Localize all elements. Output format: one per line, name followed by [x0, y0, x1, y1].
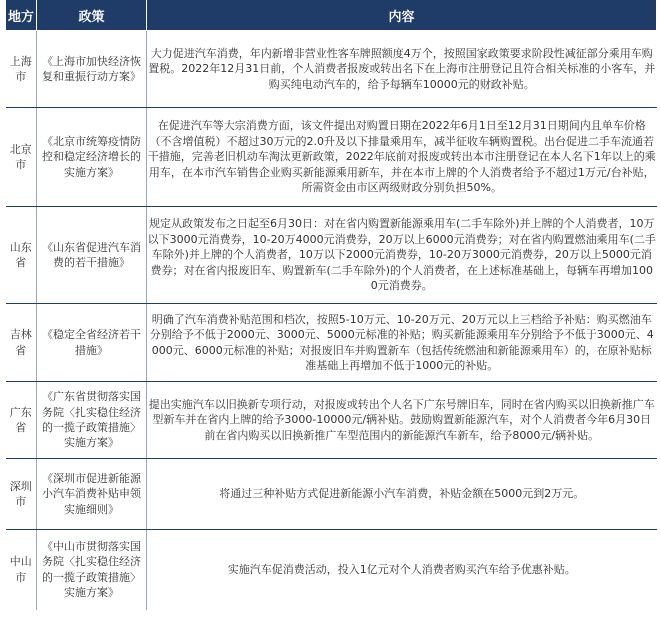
policy-cell: 《稳定全省经济若干措施》 — [37, 304, 147, 382]
table-row — [6, 108, 657, 207]
policy-table — [5, 0, 657, 610]
region-cell: 吉林省 — [6, 304, 37, 382]
content-cell: 实施汽车促消费活动，投入1亿元对个人消费者购买汽车给予优惠补贴。 — [227, 563, 576, 577]
policy-cell: 《广东省贯彻落实国务院〈扎实稳住经济的一揽子政策措施〉实施方案》 — [37, 382, 147, 459]
table-row — [6, 207, 657, 304]
header-region: 地方 — [6, 0, 37, 31]
region-cell: 深圳市 — [6, 459, 37, 530]
policy-cell: 《山东省促进汽车消费的若干措施》 — [37, 207, 147, 304]
table-row — [6, 304, 657, 382]
table-row — [6, 382, 657, 459]
region-cell: 山东省 — [6, 207, 37, 304]
content-cell: 将通过三种补贴方式促进新能源小汽车消费，补贴金额在5000元到2万元。 — [147, 459, 657, 530]
header-content: 内容 — [147, 0, 657, 31]
region-cell: 中山市 — [9, 555, 32, 584]
policy-cell: 《上海市加快经济恢复和重振行动方案》 — [37, 31, 147, 108]
policy-cell: 《中山市贯彻落实国务院〈扎实稳住经济的一揽子政策措施〉实施方案》 — [37, 530, 147, 610]
content-cell: 规定从政策发布之日起至6月30日：对在省内购置新能源乘用车(二手车除外)并上牌的个人消费者，10万以下3000元消费券，10-20万4000元消费券，20万以上6000元消费券；对在省内购置燃油乘用车(二手车除外)并上牌的个人消费者，10万以下2000元消费券，10-20万3000元消费券，20万以上5000元消费券；对在省内报废旧车、购置新车(二手车除外)的个人消费者，在上述标准基础上，每辆车再增加1000元消费券。 — [147, 207, 657, 304]
table-header-row — [6, 0, 657, 31]
region-cell: 广东省 — [6, 382, 37, 459]
policy-cell: 《深圳市促进新能源小汽车消费补贴申领实施细则》 — [37, 459, 147, 530]
table-row — [6, 31, 657, 108]
policy-cell: 《北京市统筹疫情防控和稳定经济增长的实施方案》 — [37, 108, 147, 207]
content-cell: 提出实施汽车以旧换新专项行动，对报废或转出个人名下广东号牌旧车，同时在省内购买以旧换新推广车型新车并在省内上牌的给予3000-10000元/辆补贴。鼓励购置新能源汽车，对个人消费者今年6月30日前在省内购买以旧换新推广车型范围内的新能源汽车新车，给予8000元/辆补贴。 — [147, 382, 657, 459]
table-row — [6, 459, 657, 530]
region-cell: 北京市 — [6, 108, 37, 207]
header-policy: 政策 — [37, 0, 147, 31]
content-cell: 明确了汽车消费补贴范围和档次，按照5-10万元、10-20万元、20万元以上三档给予补贴：购买燃油车分别给予不低于2000元、3000元、5000元标准的补贴；购买新能源乘用车分别给予不低于3000元、4000元、6000元标准的补贴；对报废旧车并购置新车（包括传统燃油和新能源乘用车）的，在原补贴标准基础上再增加不低于1000元的补贴。 — [147, 304, 657, 382]
content-cell: 大力促进汽车消费，年内新增非营业性客车牌照额度4万个，按照国家政策要求阶段性减征部分乘用车购置税。2022年12月31日前，个人消费者报废或转出名下在上海市注册登记且符合相关标准的小客车，并购买纯电动汽车的，给予每辆车10000元的财政补贴。 — [147, 31, 657, 108]
content-cell: 在促进汽车等大宗消费方面，该文件提出对购置日期在2022年6月1日至12月31日期间内且单车价格（不含增值税）不超过30万元的2.0升及以下排量乘用车，减半征收车辆购置税。出台促进二手车流通若干措施，完善老旧机动车淘汰更新政策，2022年底前对报废或转出本市注册登记在本人名下1年以上的乘用车，在本市汽车销售企业购买新能源乘用新车，并在本市上牌的个人消费者给予不超过1万元/台补贴，所需资金由市区两级财政分别负担50%。 — [147, 108, 657, 207]
region-cell: 上海市 — [6, 31, 37, 108]
table-row — [6, 530, 657, 610]
